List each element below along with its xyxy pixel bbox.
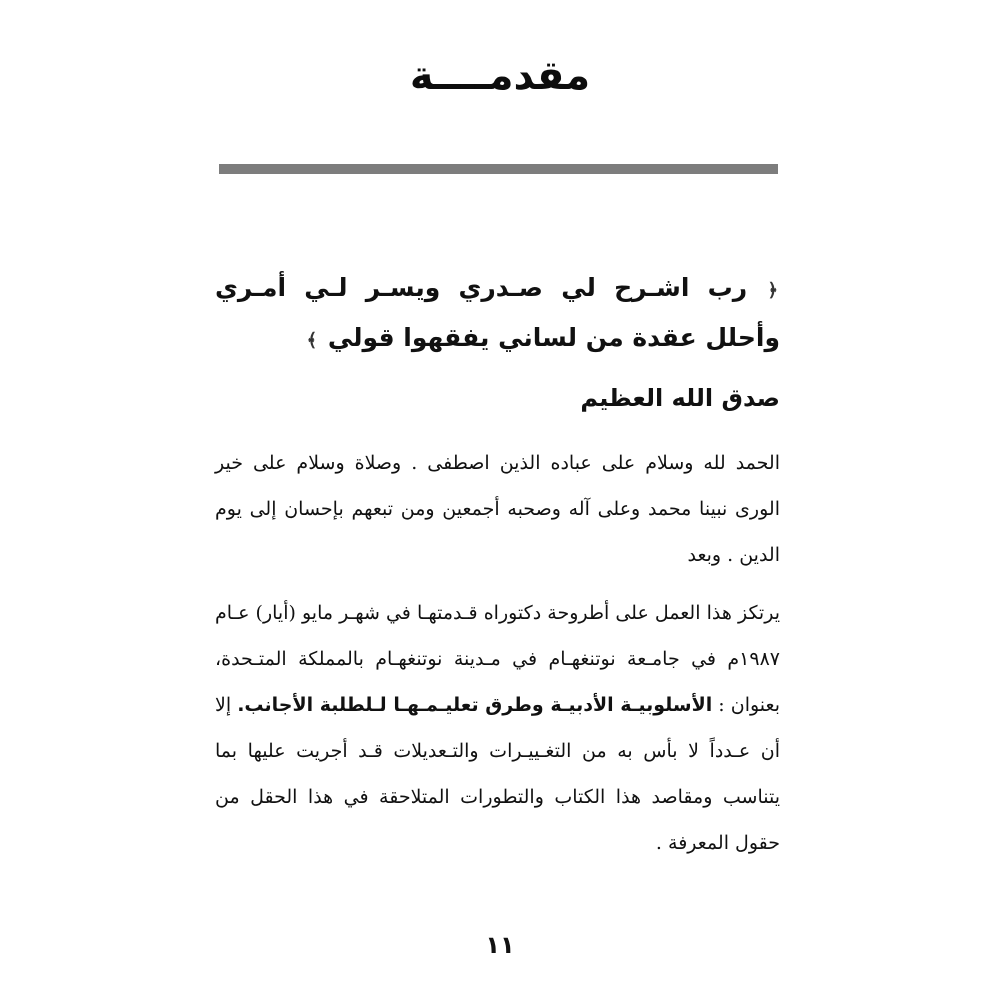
- verse-open-ornament: ﴿: [767, 280, 778, 301]
- page-number: ١١: [485, 931, 515, 959]
- paragraph-origin: [215, 590, 780, 866]
- title-divider: [219, 164, 778, 174]
- paragraph-origin-text: يرتكز هذا العمل على أطروحة دكتوراه قـدمتهـا في شهـر مايو (أيار) عـام ١٩٨٧م في جامـعة نوتنغهـام في مـدينة نوتنغهـام بالمملكة المتـحدة، بعنوان :: [215, 602, 780, 716]
- quran-verse: [215, 264, 780, 364]
- paragraph-origin-continuation: إلا أن عـدداً لا بأس به من التغـييـرات والتـعديلات قـد أجريت عليها بما يتناسب ومقاصد هذا الكتاب والتطورات المتلاحقة في هذا الحقل من حقول المعرفة .: [215, 694, 780, 854]
- chapter-title: مقدمــــة: [409, 53, 591, 99]
- verse-close-ornament: ﴾: [306, 330, 318, 351]
- thesis-title: الأسلوبيـة الأدبيـة وطرق تعليـمـهـا لـلطلبة الأجانب.: [237, 694, 713, 716]
- verse-attribution: صدق الله العظيم: [580, 384, 780, 412]
- paragraph-praise: الحمد لله وسلام على عباده الذين اصطفى . وصلاة وسلام على خير الورى نبينا محمد وعلى آله وصحبه أجمعين ومن تبعهم بإحسان إلى يوم الدين . وبعد: [215, 452, 780, 566]
- page-content: [215, 264, 780, 866]
- verse-text: رب اشـرح لي صـدري ويسـر لـي أمـري وأحلل عقدة من لساني يفقهوا قولي: [215, 273, 780, 352]
